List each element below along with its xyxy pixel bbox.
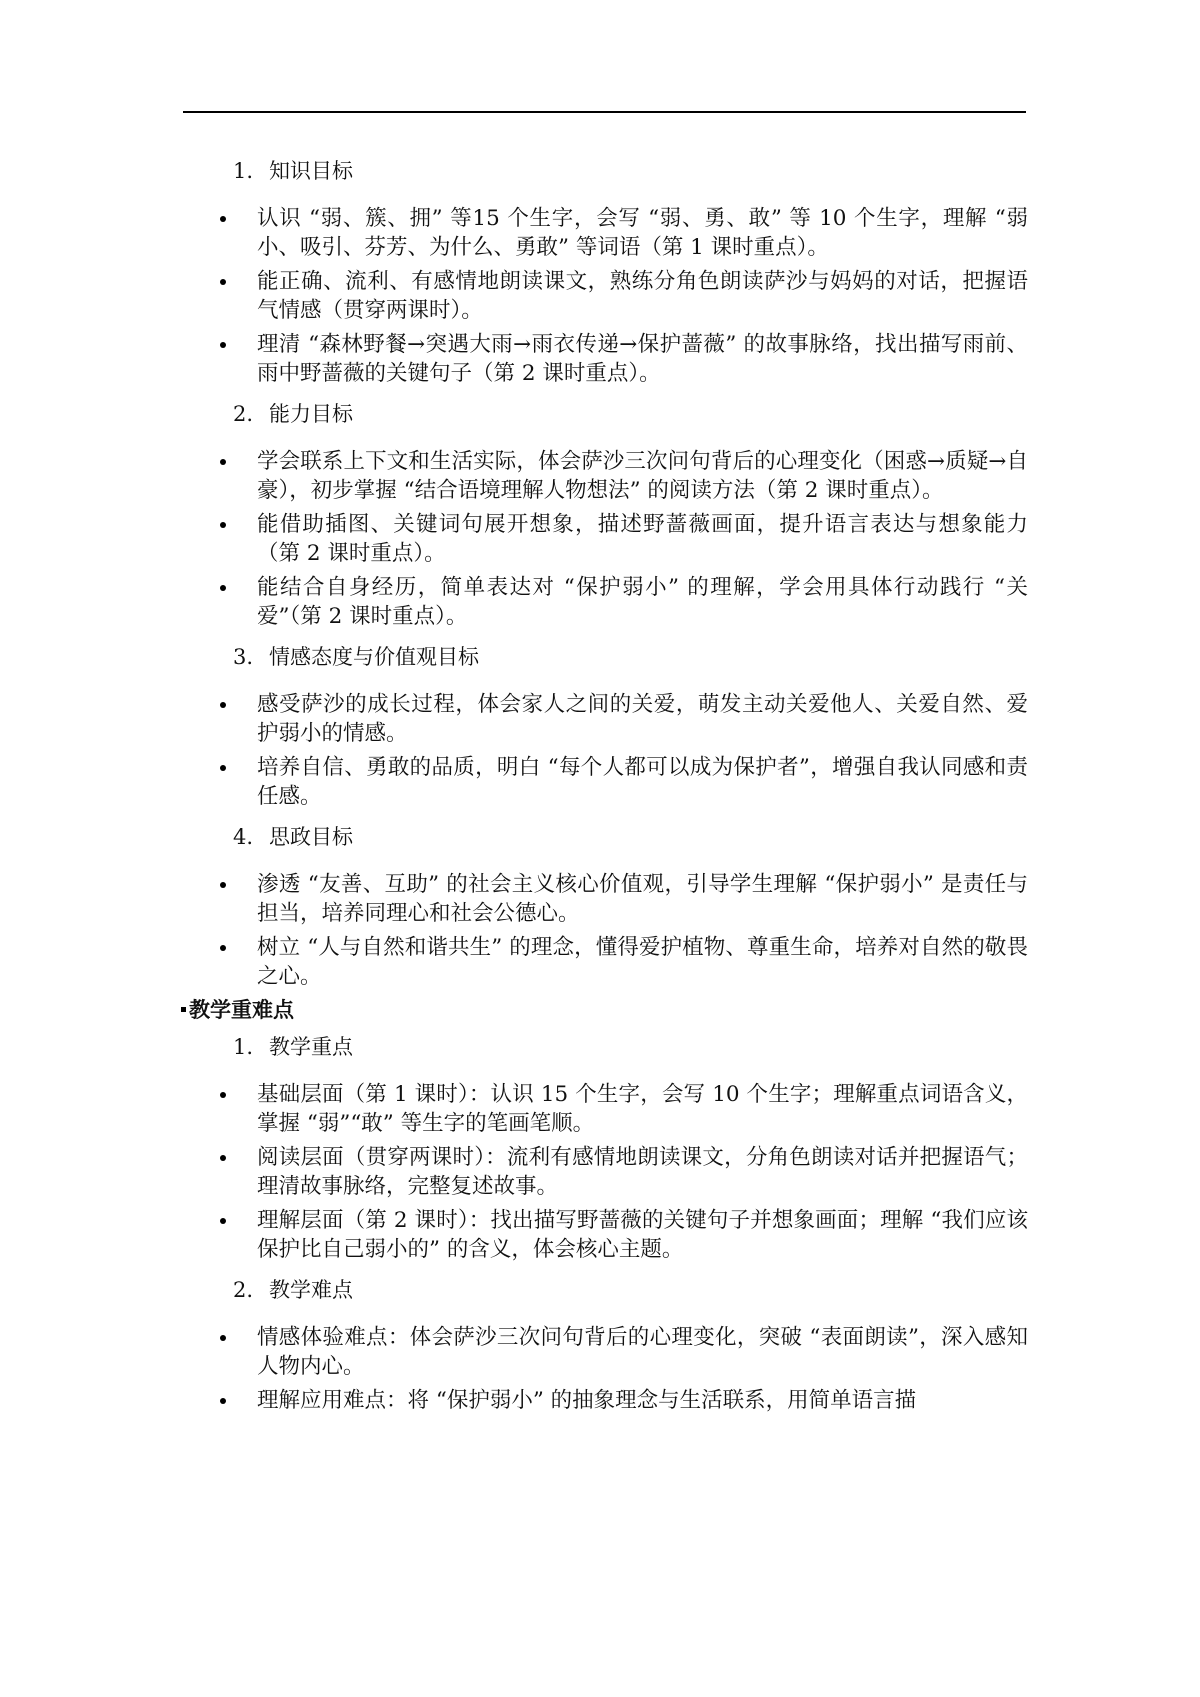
sub-heading-title: 能力目标 <box>269 402 353 426</box>
key-point-group <box>183 1026 1028 1264</box>
key-point-group <box>183 1269 1028 1415</box>
list-item-text: 渗透 “友善、互助” 的社会主义核心价值观，引导学生理解 “保护弱小” 是责任与担当，培养同理心和社会公德心。 <box>257 872 1028 926</box>
bullet-icon <box>220 216 226 222</box>
section-heading-title: 教学重难点 <box>189 998 294 1022</box>
bullet-icon <box>220 342 226 348</box>
list-item <box>183 447 1028 505</box>
bullet-list <box>183 204 1028 388</box>
bullet-icon <box>220 1398 226 1404</box>
document-body <box>183 150 1028 1420</box>
list-item-text: 理清 “森林野餐→突遇大雨→雨衣传递→保护蔷薇” 的故事脉络，找出描写雨前、雨中野蔷薇的关键句子（第 2 课时重点）。 <box>257 332 1028 386</box>
objective-group <box>183 393 1028 631</box>
list-item-text: 理解应用难点：将 “保护弱小” 的抽象理念与生活联系，用简单语言描 <box>257 1388 917 1413</box>
bullet-icon <box>220 702 226 708</box>
sub-heading-number: 2. <box>233 1278 254 1302</box>
list-item-text: 感受萨沙的成长过程，体会家人之间的关爱，萌发主动关爱他人、关爱自然、爱护弱小的情感。 <box>257 692 1028 746</box>
bullet-icon <box>220 765 226 771</box>
list-item-text: 情感体验难点：体会萨沙三次问句背后的心理变化，突破 “表面朗读”，深入感知人物内心。 <box>257 1325 1028 1379</box>
list-item-text: 能结合自身经历，简单表达对 “保护弱小” 的理解，学会用具体行动践行 “关爱”（第 2 课时重点）。 <box>257 575 1028 629</box>
bullet-icon <box>220 1092 226 1098</box>
list-item-text: 培养自信、勇敢的品质，明白 “每个人都可以成为保护者”，增强自我认同感和责任感。 <box>257 755 1028 809</box>
objective-group <box>183 636 1028 811</box>
bullet-icon <box>220 882 226 888</box>
section-heading <box>181 994 1028 1026</box>
sub-heading-title: 教学重点 <box>269 1035 353 1059</box>
bullet-icon <box>220 1155 226 1161</box>
list-item-text: 能正确、流利、有感情地朗读课文，熟练分角色朗读萨沙与妈妈的对话，把握语气情感（贯穿两课时）。 <box>257 269 1028 323</box>
list-item-text: 阅读层面（贯穿两课时）：流利有感情地朗读课文，分角色朗读对话并把握语气；理清故事脉络，完整复述故事。 <box>257 1145 1028 1199</box>
list-item <box>183 1323 1028 1381</box>
objective-group <box>183 150 1028 388</box>
list-item <box>183 753 1028 811</box>
bullet-list <box>183 1080 1028 1264</box>
square-bullet-icon <box>181 1007 186 1012</box>
list-item <box>183 1206 1028 1264</box>
bullet-icon <box>220 522 226 528</box>
sub-heading-title: 知识目标 <box>269 159 353 183</box>
list-item-text: 能借助插图、关键词句展开想象，描述野蔷薇画面，提升语言表达与想象能力（第 2 课时重点）。 <box>257 512 1028 566</box>
list-item-text: 树立 “人与自然和谐共生” 的理念，懂得爱护植物、尊重生命，培养对自然的敬畏之心。 <box>257 935 1028 989</box>
sub-heading-title: 思政目标 <box>269 825 353 849</box>
bullet-list <box>183 870 1028 991</box>
list-item <box>183 204 1028 262</box>
bullet-list <box>183 1323 1028 1415</box>
bullet-icon <box>220 945 226 951</box>
sub-heading <box>183 1026 1028 1080</box>
bullet-list <box>183 690 1028 811</box>
sub-heading <box>183 393 1028 447</box>
list-item <box>183 870 1028 928</box>
bullet-list <box>183 447 1028 631</box>
sub-heading-number: 1. <box>233 1035 254 1059</box>
list-item-text: 理解层面（第 2 课时）：找出描写野蔷薇的关键句子并想象画面；理解 “我们应该保护比自己弱小的” 的含义，体会核心主题。 <box>257 1208 1028 1262</box>
list-item <box>183 330 1028 388</box>
bullet-icon <box>220 279 226 285</box>
sub-heading <box>183 1269 1028 1323</box>
list-item <box>183 1386 1028 1415</box>
list-item-text: 学会联系上下文和生活实际，体会萨沙三次问句背后的心理变化（困惑→质疑→自豪），初步掌握 “结合语境理解人物想法” 的阅读方法（第 2 课时重点）。 <box>257 449 1028 503</box>
list-item <box>183 690 1028 748</box>
bullet-icon <box>220 585 226 591</box>
sub-heading-number: 2. <box>233 402 254 426</box>
list-item <box>183 573 1028 631</box>
list-item <box>183 1143 1028 1201</box>
header-rule <box>183 111 1026 113</box>
sub-heading-title: 教学难点 <box>269 1278 353 1302</box>
bullet-icon <box>220 1335 226 1341</box>
list-item-text: 基础层面（第 1 课时）：认识 15 个生字，会写 10 个生字；理解重点词语含义，掌握 “弱”“敢” 等生字的笔画笔顺。 <box>257 1082 1028 1136</box>
bullet-icon <box>220 459 226 465</box>
bullet-icon <box>220 1218 226 1224</box>
list-item <box>183 510 1028 568</box>
sub-heading-number: 4. <box>233 825 254 849</box>
sub-heading-title: 情感态度与价值观目标 <box>269 645 479 669</box>
sub-heading <box>183 150 1028 204</box>
sub-heading-number: 3. <box>233 645 254 669</box>
list-item <box>183 1080 1028 1138</box>
list-item-text: 认识 “弱、簇、拥” 等15 个生字，会写 “弱、勇、敢” 等 10 个生字，理解 “弱小、吸引、芬芳、为什么、勇敢” 等词语（第 1 课时重点）。 <box>257 206 1028 260</box>
list-item <box>183 933 1028 991</box>
list-item <box>183 267 1028 325</box>
sub-heading <box>183 816 1028 870</box>
sub-heading-number: 1. <box>233 159 254 183</box>
objective-group <box>183 816 1028 991</box>
sub-heading <box>183 636 1028 690</box>
